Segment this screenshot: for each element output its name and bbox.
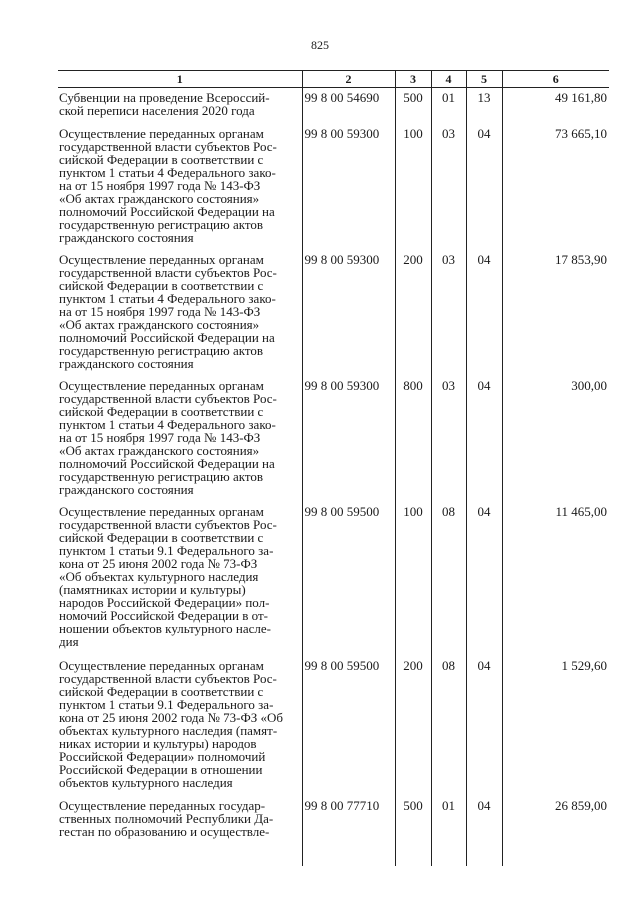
column-header: 3 [395, 71, 431, 88]
row-name-line: сийской Федерации в соответствии с [59, 683, 264, 699]
table-row [58, 796, 609, 866]
row-name-cell [58, 376, 302, 502]
row-type-cell: 800 [395, 376, 431, 502]
row-name-cell [58, 250, 302, 376]
row-section-cell: 03 [431, 250, 466, 376]
page-number: 825 [311, 38, 329, 52]
row-code-cell: 99 8 00 59300 [302, 124, 395, 250]
row-type-cell: 100 [395, 502, 431, 656]
row-name-line: государственной власти субъектов Рос- [59, 264, 277, 280]
row-name-line: Российской Федерации в отношении [59, 761, 263, 777]
row-code-cell: 99 8 00 59500 [302, 502, 395, 656]
budget-table [58, 70, 609, 866]
row-name-line: пунктом 1 статьи 9.1 Федерального за- [59, 542, 274, 558]
row-name-line: гражданского состояния [59, 229, 194, 245]
row-name-cell [58, 124, 302, 250]
column-header: 1 [58, 71, 302, 88]
row-name-line: Осуществление переданных органам [59, 251, 264, 267]
row-name-line: пунктом 1 статьи 4 Федерального зако- [59, 290, 276, 306]
row-name-line: пунктом 1 статьи 9.1 Федерального за- [59, 696, 274, 712]
row-name-line: государственной власти субъектов Рос- [59, 138, 277, 154]
row-name-line: гестан по образованию и осуществле- [59, 823, 270, 839]
row-name-line: сийской Федерации в соответствии с [59, 403, 264, 419]
row-type-cell: 100 [395, 124, 431, 250]
row-name-line: кона от 25 июня 2002 года № 73-ФЗ [59, 555, 258, 571]
column-header: 5 [466, 71, 502, 88]
row-name-line: гражданского состояния [59, 481, 194, 497]
row-name-line: полномочий Российской Федерации на [59, 455, 275, 471]
row-name-line: государственную регистрацию актов [59, 216, 264, 232]
table-row [58, 502, 609, 656]
table-row [58, 88, 609, 124]
row-type-cell: 200 [395, 656, 431, 796]
row-name-line: на от 15 ноября 1997 года № 143-ФЗ [59, 429, 261, 445]
row-name-line: «Об актах гражданского состояния» [59, 442, 260, 458]
row-subsection-cell: 04 [466, 656, 502, 796]
row-name-line: государственной власти субъектов Рос- [59, 390, 277, 406]
table-row [58, 376, 609, 502]
row-name-line: пунктом 1 статьи 4 Федерального зако- [59, 164, 276, 180]
row-name-line: государственной власти субъектов Рос- [59, 516, 277, 532]
row-amount-cell: 49 161,80 [502, 88, 609, 124]
column-header: 2 [302, 71, 395, 88]
row-name-line: полномочий Российской Федерации на [59, 329, 275, 345]
row-name-line: Осуществление переданных органам [59, 503, 264, 519]
row-name-line: (памятниках истории и культуры) [59, 581, 246, 597]
row-subsection-cell: 04 [466, 250, 502, 376]
row-name-line: государственную регистрацию актов [59, 468, 264, 484]
row-name-cell [58, 796, 302, 866]
row-name-line: пунктом 1 статьи 4 Федерального зако- [59, 416, 276, 432]
row-name-line: Осуществление переданных органам [59, 377, 264, 393]
row-section-cell: 03 [431, 124, 466, 250]
row-name-line: на от 15 ноября 1997 года № 143-ФЗ [59, 303, 261, 319]
table-body [58, 88, 609, 866]
row-name-line: государственной власти субъектов Рос- [59, 670, 277, 686]
row-code-cell: 99 8 00 77710 [302, 796, 395, 866]
row-amount-cell: 11 465,00 [502, 502, 609, 656]
row-amount-cell: 26 859,00 [502, 796, 609, 866]
row-section-cell: 01 [431, 88, 466, 124]
row-subsection-cell: 13 [466, 88, 502, 124]
row-subsection-cell: 04 [466, 124, 502, 250]
column-header: 4 [431, 71, 466, 88]
row-name-line: ношении объектов культурного насле- [59, 620, 271, 636]
row-subsection-cell: 04 [466, 376, 502, 502]
row-name-line: никах истории и культуры) народов [59, 735, 257, 751]
row-name-line: государственную регистрацию актов [59, 342, 264, 358]
row-amount-cell: 300,00 [502, 376, 609, 502]
row-code-cell: 99 8 00 54690 [302, 88, 395, 124]
row-name-line: Российской Федерации» полномочий [59, 748, 266, 764]
row-name-line: «Об актах гражданского состояния» [59, 316, 260, 332]
row-code-cell: 99 8 00 59300 [302, 250, 395, 376]
row-name-line: дия [59, 633, 79, 649]
table-row [58, 656, 609, 796]
row-name-line: Осуществление переданных органам [59, 125, 264, 141]
table-row [58, 250, 609, 376]
row-name-line: сийской Федерации в соответствии с [59, 277, 264, 293]
row-amount-cell: 73 665,10 [502, 124, 609, 250]
row-name-line: Субвенции на проведение Всероссий- [59, 90, 270, 105]
row-amount-cell: 1 529,60 [502, 656, 609, 796]
row-name-line: Осуществление переданных органам [59, 657, 264, 673]
row-name-cell [58, 502, 302, 656]
row-name-cell [58, 88, 302, 124]
row-name-line: кона от 25 июня 2002 года № 73-ФЗ «Об [59, 709, 284, 725]
row-section-cell: 03 [431, 376, 466, 502]
row-name-line: Осуществление переданных государ- [59, 797, 266, 813]
row-name-line: «Об актах гражданского состояния» [59, 190, 260, 206]
row-name-cell [58, 656, 302, 796]
row-type-cell: 500 [395, 88, 431, 124]
row-section-cell: 08 [431, 656, 466, 796]
row-name-line: объектах культурного наследия (памят- [59, 722, 278, 738]
row-amount-cell: 17 853,90 [502, 250, 609, 376]
row-code-cell: 99 8 00 59500 [302, 656, 395, 796]
row-name-line: номочий Российской Федерации в от- [59, 607, 268, 623]
row-type-cell: 500 [395, 796, 431, 866]
row-code-cell: 99 8 00 59300 [302, 376, 395, 502]
row-name-line: объектов культурного наследия [59, 774, 233, 790]
row-name-line: сийской Федерации в соответствии с [59, 151, 264, 167]
column-header: 6 [502, 71, 609, 88]
row-name-line: «Об объектах культурного наследия [59, 568, 259, 584]
row-subsection-cell: 04 [466, 796, 502, 866]
row-type-cell: 200 [395, 250, 431, 376]
row-name-line: полномочий Российской Федерации на [59, 203, 275, 219]
row-name-line: ской переписи населения 2020 года [59, 103, 255, 118]
row-name-line: ственных полномочий Республики Да- [59, 810, 274, 826]
row-section-cell: 01 [431, 796, 466, 866]
table-header-row [58, 71, 609, 88]
row-subsection-cell: 04 [466, 502, 502, 656]
row-name-line: на от 15 ноября 1997 года № 143-ФЗ [59, 177, 261, 193]
table-row [58, 124, 609, 250]
row-name-line: гражданского состояния [59, 355, 194, 371]
row-section-cell: 08 [431, 502, 466, 656]
row-name-line: сийской Федерации в соответствии с [59, 529, 264, 545]
row-name-line: народов Российской Федерации» пол- [59, 594, 270, 610]
